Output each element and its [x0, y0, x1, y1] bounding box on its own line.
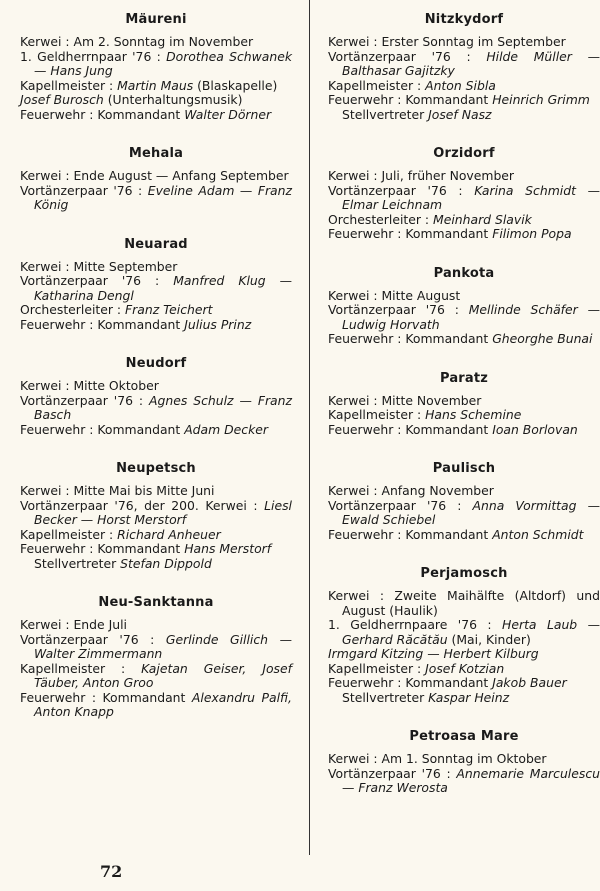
entry-name: Kaspar Heinz	[428, 689, 510, 705]
left-column	[20, 6, 292, 720]
village-section-neu-sanktanna	[20, 595, 292, 720]
village-section-perjamosch	[328, 566, 600, 723]
entry-label: Feuerwehr : Kommandant	[328, 675, 493, 690]
entry-label: Feuerwehr : Kommandant	[328, 92, 493, 107]
entry-line	[20, 318, 292, 333]
entry-name: Meinhard Slavik	[433, 211, 532, 227]
section-spacer	[328, 347, 600, 365]
entry-name: Anna Vormittag — Ewald Schiebel	[342, 497, 600, 527]
village-heading: Neupetsch	[116, 461, 196, 476]
entry-line	[328, 35, 600, 50]
village-heading: Paulisch	[432, 461, 496, 476]
entry-label: Feuerwehr : Kommandant	[328, 421, 493, 437]
entry-label: Feuerwehr : Kommandant	[20, 316, 185, 332]
entry-line	[20, 79, 292, 94]
entry-line	[20, 528, 292, 543]
entry-line	[328, 303, 600, 332]
entry-name: Jakob Bauer	[492, 675, 567, 690]
entry-label: Kapellmeister :	[328, 407, 426, 422]
entry-line	[20, 423, 292, 438]
entry-label: Vortänzerpaar '76 :	[328, 765, 457, 781]
village-heading: Neudorf	[125, 356, 187, 371]
entry-label: Kapellmeister :	[328, 660, 426, 676]
entry-line	[328, 408, 600, 423]
entry-line	[20, 379, 292, 394]
section-spacer	[20, 332, 292, 350]
entry-line	[328, 767, 600, 796]
page-number: 72	[100, 862, 123, 881]
entry-name: Manfred Klug — Katharina Dengl	[34, 273, 293, 303]
entry-line	[328, 213, 600, 228]
entry-line	[20, 557, 292, 572]
entry-line	[20, 499, 292, 528]
village-heading: Paratz	[439, 370, 489, 386]
entry-label: Feuerwehr : Kommandant	[328, 526, 493, 542]
entry-line	[328, 676, 600, 691]
entry-label: Kerwei : Mitte August	[328, 287, 461, 303]
entry-name: Julius Prinz	[184, 316, 252, 332]
village-section-paratz	[328, 371, 600, 456]
entry-line	[328, 79, 600, 94]
entry-name: Anton Sibla	[425, 77, 496, 93]
entry-note: (Blaskapelle)	[193, 77, 278, 93]
entry-line	[328, 108, 600, 123]
entry-name: Karina Schmidt — Elmar Leichnam	[342, 182, 600, 212]
entry-name: Hans Merstorf	[184, 541, 272, 556]
entry-line	[328, 499, 600, 528]
entry-name: Josef Burosch	[20, 92, 104, 107]
entry-label: Kapellmeister :	[20, 526, 118, 542]
village-heading: Nitzkydorf	[424, 12, 504, 27]
entry-name: Josef Nasz	[428, 106, 492, 122]
entry-line	[20, 691, 292, 720]
village-heading: Mehala	[128, 146, 184, 161]
village-section-paulisch	[328, 461, 600, 560]
entry-label: Orchesterleiter :	[20, 302, 126, 317]
village-heading: Neuarad	[124, 236, 188, 252]
entry-name: Anton Schmidt	[492, 526, 584, 542]
entry-line	[20, 633, 292, 662]
entry-line	[328, 50, 600, 79]
entry-name: Adam Decker	[184, 421, 268, 437]
entry-label: Kerwei : Zweite Maihälfte (Altdorf) und August (Haulik)	[328, 588, 600, 618]
entry-label: Kerwei : Erster Sonntag im September	[328, 34, 566, 49]
entry-line	[20, 662, 292, 691]
entry-line	[20, 35, 292, 50]
entry-label: Kapellmeister :	[20, 77, 118, 93]
entry-label: Kapellmeister :	[328, 77, 426, 93]
section-spacer	[20, 213, 292, 231]
entry-name: Hilde Müller — Balthasar Gajitzky	[342, 48, 600, 78]
entry-line	[328, 93, 600, 108]
entry-line	[328, 227, 600, 242]
entry-label: Kapellmeister :	[20, 660, 142, 676]
entry-label: Vortänzerpaar '76 :	[328, 182, 475, 198]
village-section-petroasa-mare	[328, 729, 600, 796]
section-spacer	[328, 542, 600, 560]
entry-name: Gheorghe Bunai	[492, 331, 593, 346]
entry-line	[328, 662, 600, 677]
village-heading: Perjamosch	[420, 566, 508, 581]
entry-line	[328, 332, 600, 347]
entry-line	[20, 618, 292, 633]
entry-label: Vortänzerpaar '76 :	[328, 48, 487, 64]
village-section-nitzkydorf	[328, 12, 600, 140]
entry-name: Martin Maus	[117, 77, 194, 93]
village-heading: Mäureni	[125, 12, 187, 27]
entry-name: Stefan Dippold	[120, 555, 212, 571]
entry-label: 1. Geldherrnpaare '76 :	[328, 617, 503, 632]
entry-name: Liesl Becker — Horst Merstorf	[34, 497, 292, 527]
entry-label: Feuerwehr : Kommandant	[328, 331, 493, 346]
village-heading: Neu-Sanktanna	[98, 595, 214, 610]
entry-label: Kerwei : Anfang November	[328, 483, 494, 498]
entry-line	[328, 423, 600, 438]
section-spacer	[328, 437, 600, 455]
entry-name: Josef Kotzian	[425, 660, 505, 676]
column-divider	[309, 0, 310, 855]
entry-label: Vortänzerpaar '76 :	[20, 392, 150, 408]
entry-note: (Mai, Kinder)	[447, 631, 531, 647]
entry-line	[328, 647, 600, 662]
entry-label: Vortänzerpaar '76 :	[20, 182, 148, 198]
entry-line	[20, 303, 292, 318]
entry-name: Dorothea Schwanek — Hans Jung	[34, 48, 292, 78]
entry-line	[20, 274, 292, 303]
entry-label: Feuerwehr : Kommandant	[20, 689, 192, 705]
entry-label: Vortänzerpaar '76 :	[20, 273, 174, 288]
section-spacer	[20, 122, 292, 140]
entry-label: Stellvertreter	[342, 689, 429, 705]
entry-name: Hans Schemine	[425, 407, 522, 422]
entry-line	[328, 484, 600, 499]
village-section-pankota	[328, 266, 600, 365]
entry-line	[20, 484, 292, 499]
entry-label: Kerwei : Mitte Mai bis Mitte Juni	[20, 483, 215, 498]
village-heading: Pankota	[433, 265, 495, 281]
entry-note: (Unterhaltungsmusik)	[103, 92, 243, 107]
entry-name: Annemarie Marculescu — Franz Werosta	[342, 765, 600, 795]
village-heading: Petroasa Mare	[409, 729, 519, 744]
entry-label: Vortänzerpaar '76, der 200. Kerwei :	[20, 497, 265, 513]
entry-line	[328, 184, 600, 213]
entry-label: Orchesterleiter :	[328, 211, 434, 227]
entry-line	[328, 691, 600, 706]
section-spacer	[328, 242, 600, 260]
village-section-orzidorf	[328, 146, 600, 260]
entry-name: Walter Dörner	[184, 106, 272, 122]
right-column	[328, 6, 600, 796]
entry-line	[328, 169, 600, 184]
entry-label: Kerwei : Juli, früher November	[328, 168, 515, 183]
entry-label: Vortänzerpaar '76 :	[328, 497, 473, 513]
section-spacer	[328, 122, 600, 140]
entry-label: Stellvertreter	[342, 106, 429, 122]
village-heading: Orzidorf	[433, 146, 495, 161]
entry-label: Kerwei : Ende Juli	[20, 617, 127, 632]
entry-label: Feuerwehr : Kommandant	[328, 226, 493, 241]
entry-name: Filimon Popa	[492, 226, 572, 241]
village-section-maureni	[20, 12, 292, 140]
entry-label: Kerwei : Mitte Oktober	[20, 378, 159, 393]
entry-label: Stellvertreter	[34, 555, 121, 571]
entry-line	[328, 589, 600, 618]
village-section-neudorf	[20, 356, 292, 455]
section-spacer	[20, 571, 292, 589]
entry-line	[20, 394, 292, 423]
entry-label: Feuerwehr : Kommandant	[20, 541, 185, 556]
entry-line	[328, 528, 600, 543]
section-spacer	[20, 437, 292, 455]
entry-label: Feuerwehr : Kommandant	[20, 421, 185, 437]
entry-label: Kerwei : Am 2. Sonntag im November	[20, 34, 254, 49]
village-section-neuarad	[20, 237, 292, 351]
village-section-neupetsch	[20, 461, 292, 589]
entry-label: Kerwei : Am 1. Sonntag im Oktober	[328, 751, 547, 766]
entry-name: Herta Laub — Gerhard Răcătău	[342, 617, 600, 647]
entry-line	[328, 289, 600, 304]
entry-line	[20, 184, 292, 213]
entry-name: Alexandru Palfi, Anton Knapp	[34, 689, 292, 719]
entry-name: Irmgard Kitzing — Herbert Kilburg	[328, 646, 539, 661]
entry-line	[328, 394, 600, 409]
entry-line	[20, 260, 292, 275]
entry-label: Kerwei : Ende August — Anfang September	[20, 168, 289, 183]
section-spacer	[328, 705, 600, 723]
entry-name: Heinrich Grimm	[492, 92, 590, 107]
entry-name: Richard Anheuer	[117, 526, 221, 542]
entry-name: Ioan Borlovan	[492, 421, 578, 437]
entry-label: Vortänzerpaar '76 :	[328, 302, 469, 317]
entry-name: Franz Teichert	[125, 302, 213, 317]
entry-line	[20, 108, 292, 123]
entry-line	[328, 618, 600, 647]
entry-label: 1. Geldherrnpaar '76 :	[20, 48, 167, 64]
entry-name: Kajetan Geiser, Josef Täuber, Anton Groo	[34, 660, 292, 690]
entry-line	[20, 93, 292, 108]
entry-line	[328, 752, 600, 767]
entry-label: Feuerwehr : Kommandant	[20, 106, 185, 122]
entry-line	[20, 50, 292, 79]
entry-name: Gerlinde Gillich — Walter Zimmermann	[34, 631, 292, 661]
entry-name: Eveline Adam — Franz König	[34, 182, 292, 212]
entry-label: Kerwei : Mitte September	[20, 258, 178, 274]
village-section-mehala	[20, 146, 292, 231]
entry-line	[20, 169, 292, 184]
entry-label: Kerwei : Mitte November	[328, 392, 482, 408]
entry-name: Agnes Schulz — Franz Basch	[34, 392, 292, 422]
entry-name: Mellinde Schäfer — Ludwig Horvath	[342, 302, 600, 332]
entry-line	[20, 542, 292, 557]
entry-label: Vortänzerpaar '76 :	[20, 631, 166, 647]
